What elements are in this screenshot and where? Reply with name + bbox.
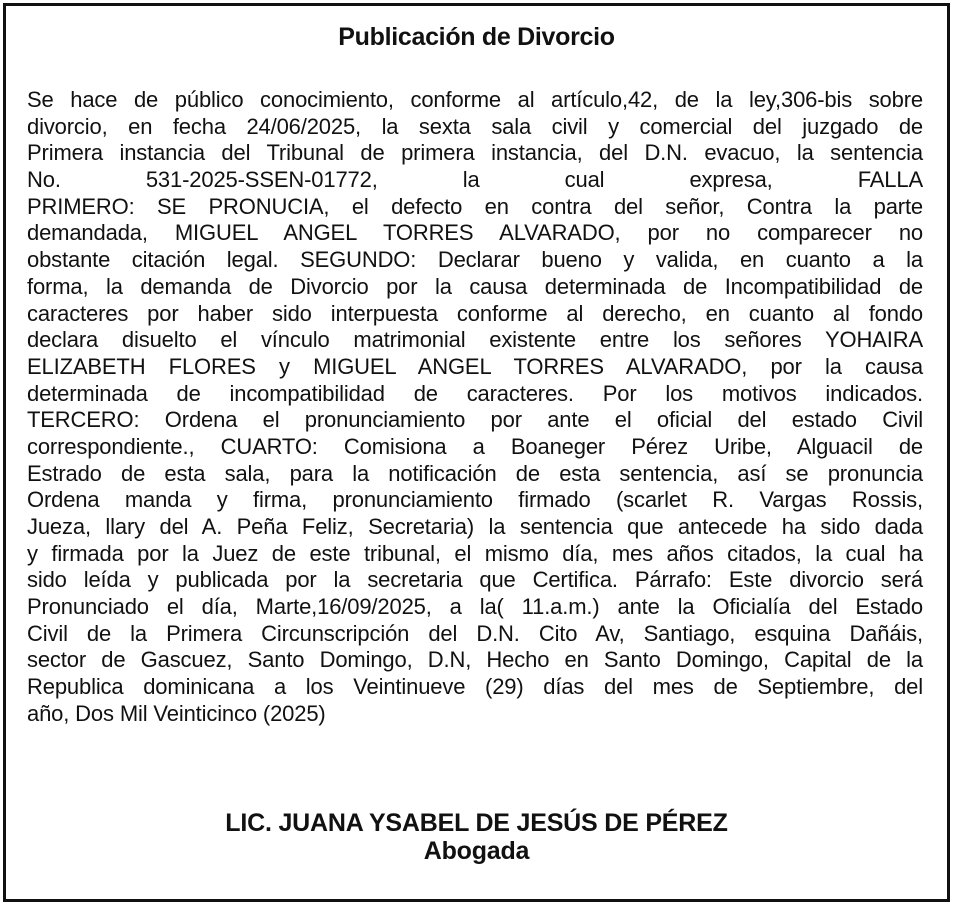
body-line: determinada de incompatibilidad de caracteres. Por los motivos indicados. <box>27 380 923 406</box>
body-line: Republica dominicana a los Veintinueve (29) días del mes de Septiembre, del <box>27 674 923 700</box>
body-line: Estrado de esta sala, para la notificación de esta sentencia, así se pronuncia <box>27 460 923 486</box>
signature-name: LIC. JUANA YSABEL DE JESÚS DE PÉREZ <box>225 809 728 837</box>
body-line: sido leída y publicada por la secretaria que Certifica. Párrafo: Este divorcio será <box>27 567 923 593</box>
body-line: caracteres por haber sido interpuesta conforme al derecho, en cuanto al fondo <box>27 300 923 326</box>
divorce-notice <box>3 3 950 902</box>
body-line: TERCERO: Ordena el pronunciamiento por ante el oficial del estado Civil <box>27 407 923 433</box>
body-line: divorcio, en fecha 24/06/2025, la sexta sala civil y comercial del juzgado de <box>27 113 923 139</box>
signature-block <box>6 809 947 865</box>
body-line: demandada, MIGUEL ANGEL TORRES ALVARADO, por no comparecer no <box>27 220 923 246</box>
body-line: Civil de la Primera Circunscripción del D.N. Cito Av, Santiago, esquina Dañáis, <box>27 620 923 646</box>
body-line: obstante citación legal. SEGUNDO: Declarar bueno y valida, en cuanto a la <box>27 247 923 273</box>
notice-title: Publicación de Divorcio <box>338 23 615 51</box>
body-line: sector de Gascuez, Santo Domingo, D.N, Hecho en Santo Domingo, Capital de la <box>27 647 923 673</box>
body-line: Primera instancia del Tribunal de primera instancia, del D.N. evacuo, la sentencia <box>27 140 923 166</box>
body-line: PRIMERO: SE PRONUCIA, el defecto en contra del señor, Contra la parte <box>27 193 923 219</box>
body-line: forma, la demanda de Divorcio por la causa determinada de Incompatibilidad de <box>27 273 923 299</box>
body-line: Se hace de público conocimiento, conforme al artículo,42, de la ley,306-bis sobre <box>27 87 923 112</box>
body-line: año, Dos Mil Veinticinco (2025) <box>27 700 326 726</box>
body-line: Pronunciado el día, Marte,16/09/2025, a la( 11.a.m.) ante la Oficialía del Estado <box>27 594 923 620</box>
body-line: correspondiente., CUARTO: Comisiona a Boaneger Pérez Uribe, Alguacil de <box>27 433 923 459</box>
body-line: declara disuelto el vínculo matrimonial existente entre los señores YOHAIRA <box>27 327 923 353</box>
notice-body <box>27 87 923 728</box>
body-line: Jueza, llary del A. Peña Feliz, Secretaria) la sentencia que antecede ha sido dada <box>27 514 923 539</box>
body-line: No. 531-2025-SSEN-01772, la cual expresa, FALLA <box>27 167 923 193</box>
body-line: Ordena manda y firma, pronunciamiento firmado (scarlet R. Vargas Rossis, <box>27 487 923 513</box>
body-line: ELIZABETH FLORES y MIGUEL ANGEL TORRES ALVARADO, por la causa <box>27 353 923 379</box>
signature-role: Abogada <box>423 837 530 865</box>
body-line: y firmada por la Juez de este tribunal, el mismo día, mes años citados, la cual ha <box>27 540 923 566</box>
